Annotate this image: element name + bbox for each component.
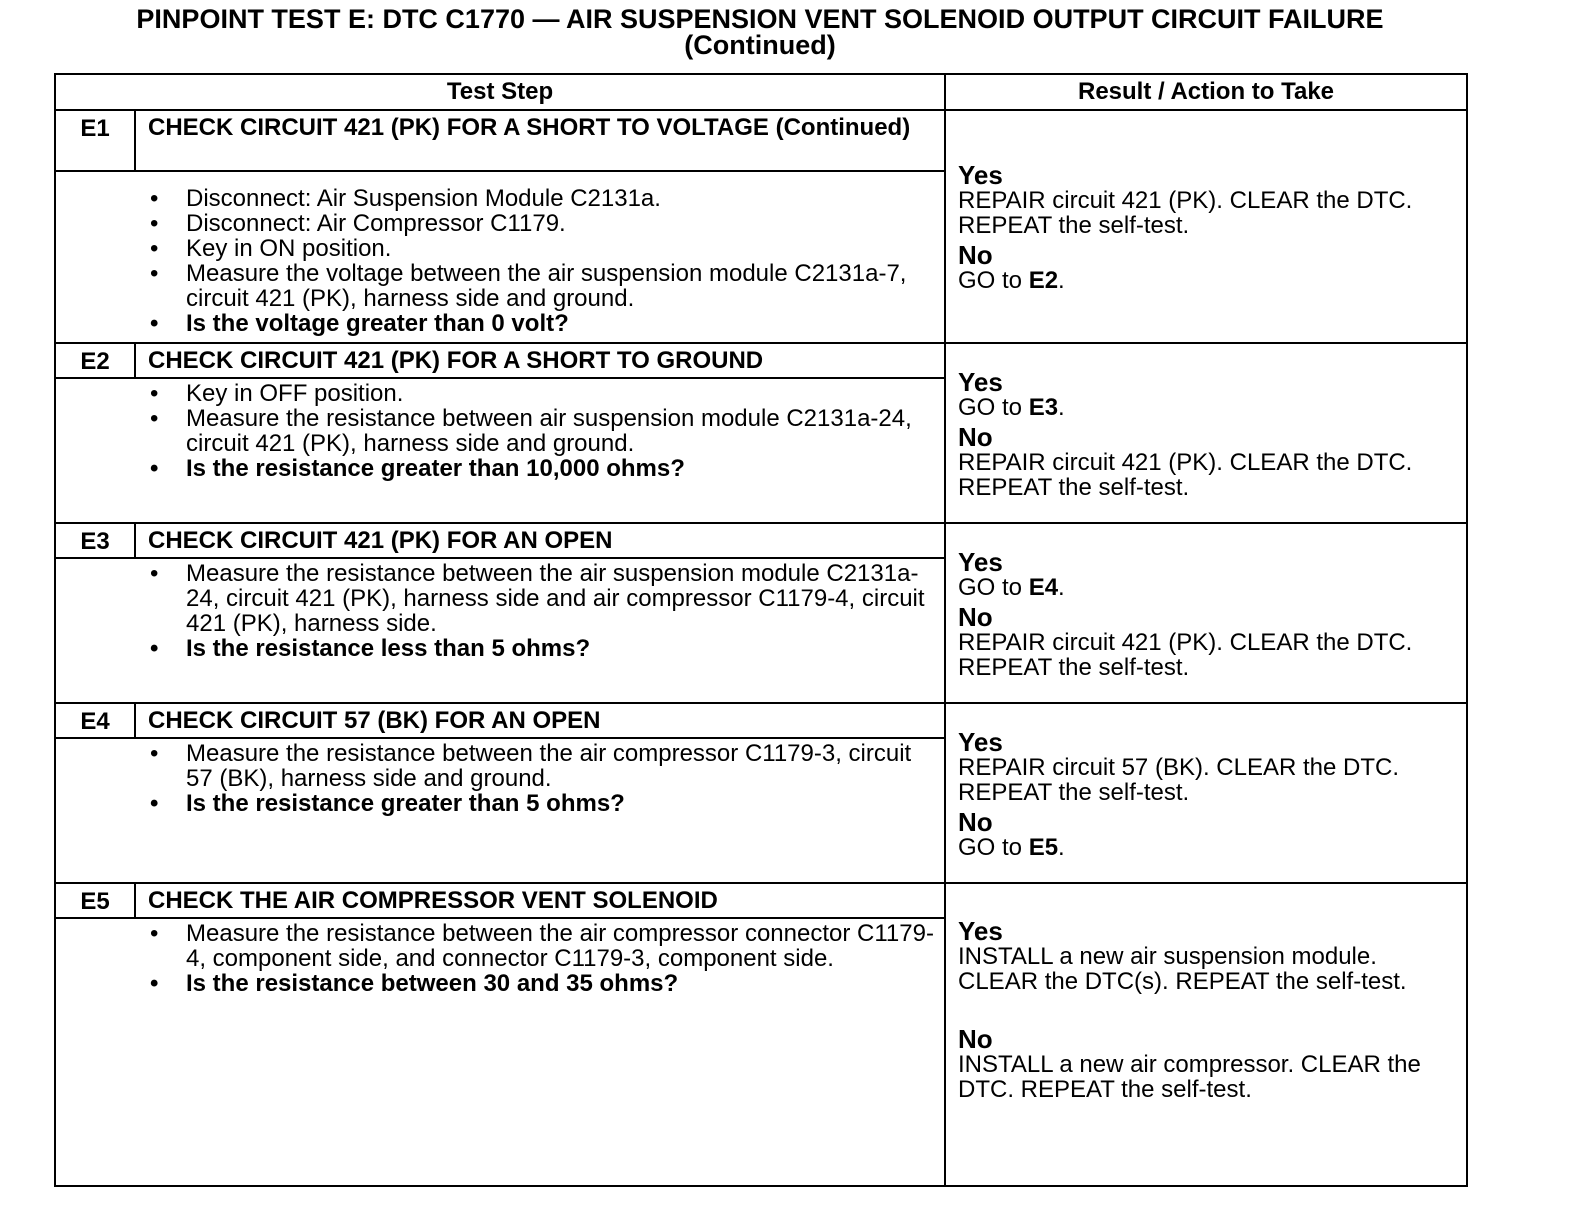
- no-action-end: .: [1058, 267, 1065, 294]
- result-cell: [945, 883, 1467, 1186]
- step-id: E1: [55, 110, 135, 171]
- step-instruction: • Measure the resistance between the air compressor connector C1179-4, component side, and connector C1179-3, component side.: [186, 921, 934, 971]
- yes-action: REPAIR circuit 421 (PK). CLEAR the DTC. REPEAT the self-test.: [958, 187, 1413, 239]
- title-line-2: (Continued): [684, 30, 836, 60]
- step-instruction: • Measure the resistance between the air suspension module C2131a-24, circuit 421 (PK), harness side and air compressor C1179-4, circuit 421 (PK), harness side.: [186, 561, 934, 636]
- step-instruction: • Key in OFF position.: [186, 381, 934, 406]
- header-test-step: Test Step: [55, 74, 945, 110]
- no-action: REPAIR circuit 421 (PK). CLEAR the DTC. REPEAT the self-test.: [958, 448, 1413, 501]
- step-body: [55, 378, 945, 523]
- step-title: CHECK CIRCUIT 421 (PK) FOR A SHORT TO VOLTAGE (Continued): [135, 110, 945, 171]
- step-body: [55, 558, 945, 703]
- yes-label: Yes: [958, 160, 1003, 190]
- yes-action: INSTALL a new air suspension module. CLEAR the DTC(s). REPEAT the self-test.: [958, 943, 1407, 995]
- yes-step-ref: E4: [1028, 573, 1059, 601]
- no-label: No: [958, 806, 993, 837]
- step-title: CHECK CIRCUIT 57 (BK) FOR AN OPEN: [135, 703, 945, 738]
- no-step-ref: E2: [1028, 267, 1059, 294]
- step-body: [55, 918, 945, 1186]
- step-id: E2: [55, 343, 135, 378]
- step-question: • Is the resistance less than 5 ohms?: [186, 636, 934, 661]
- step-title-row: [55, 883, 1467, 918]
- no-action: INSTALL a new air compressor. CLEAR the DTC. REPEAT the self-test.: [958, 1051, 1421, 1103]
- step-question: • Is the resistance greater than 10,000 ohms?: [186, 456, 934, 481]
- step-id: E3: [55, 523, 135, 558]
- step-id: E5: [55, 883, 135, 918]
- page-title: [54, 6, 1466, 58]
- yes-action: GO to: [958, 573, 1029, 601]
- no-label: No: [958, 421, 993, 452]
- step-title-row: [55, 343, 1467, 378]
- yes-label: Yes: [958, 546, 1003, 577]
- step-question: • Is the resistance between 30 and 35 ohms?: [186, 971, 934, 996]
- step-title-row: [55, 523, 1467, 558]
- no-label: No: [958, 240, 993, 270]
- title-line-1: PINPOINT TEST E: DTC C1770 — AIR SUSPENSION VENT SOLENOID OUTPUT CIRCUIT FAILURE: [136, 4, 1384, 34]
- step-title: CHECK CIRCUIT 421 (PK) FOR A SHORT TO GROUND: [135, 343, 945, 378]
- yes-label: Yes: [958, 726, 1003, 757]
- yes-action: GO to: [958, 393, 1029, 421]
- step-title-row: [55, 703, 1467, 738]
- step-instruction: • Measure the resistance between air suspension module C2131a-24, circuit 421 (PK), harness side and ground.: [186, 406, 934, 456]
- no-action: REPAIR circuit 421 (PK). CLEAR the DTC. REPEAT the self-test.: [958, 628, 1413, 681]
- step-instruction: • Measure the resistance between the air compressor C1179-3, circuit 57 (BK), harness side and ground.: [186, 741, 934, 791]
- step-title-row: [55, 110, 1467, 171]
- step-body: [55, 738, 945, 883]
- yes-action-end: .: [1058, 573, 1065, 601]
- step-question: • Is the resistance greater than 5 ohms?: [186, 791, 934, 816]
- no-action: GO to: [958, 833, 1029, 861]
- step-instruction: • Disconnect: Air Suspension Module C2131a.: [186, 186, 934, 211]
- yes-label: Yes: [958, 916, 1003, 946]
- step-question: • Is the voltage greater than 0 volt?: [186, 311, 934, 336]
- step-instruction: • Measure the voltage between the air suspension module C2131a-7, circuit 421 (PK), harness side and ground.: [186, 261, 934, 311]
- header-result: Result / Action to Take: [945, 74, 1467, 110]
- no-step-ref: E5: [1028, 833, 1059, 861]
- yes-action-end: .: [1058, 393, 1065, 421]
- step-instruction: • Key in ON position.: [186, 236, 934, 261]
- step-title: CHECK THE AIR COMPRESSOR VENT SOLENOID: [135, 883, 945, 918]
- no-label: No: [958, 601, 993, 632]
- no-action: GO to: [958, 267, 1029, 294]
- result-cell: [945, 523, 1467, 703]
- yes-action: REPAIR circuit 57 (BK). CLEAR the DTC. REPEAT the self-test.: [958, 753, 1399, 806]
- yes-label: Yes: [958, 366, 1003, 397]
- step-title: CHECK CIRCUIT 421 (PK) FOR AN OPEN: [135, 523, 945, 558]
- table-header-row: [55, 74, 1467, 110]
- step-instruction: • Disconnect: Air Compressor C1179.: [186, 211, 934, 236]
- pinpoint-test-table: [54, 73, 1468, 1187]
- yes-step-ref: E3: [1028, 393, 1059, 421]
- no-label: No: [958, 1024, 993, 1054]
- step-body: [55, 171, 945, 343]
- no-action-end: .: [1058, 833, 1065, 861]
- step-id: E4: [55, 703, 135, 738]
- result-cell: [945, 110, 1467, 343]
- result-cell: [945, 343, 1467, 523]
- result-cell: [945, 703, 1467, 883]
